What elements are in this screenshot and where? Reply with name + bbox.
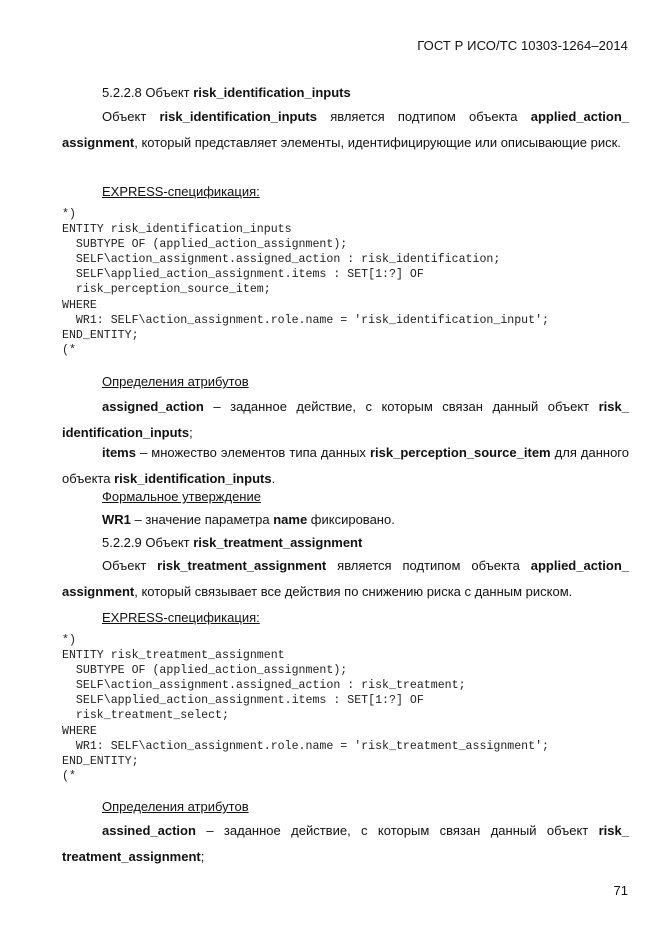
formal-statement-label: Формальное утверждение (102, 489, 261, 504)
attribute-assined-action (62, 818, 629, 870)
supertype-ref: applied_action_ assignment (62, 109, 629, 150)
text: для данного объекта (62, 445, 629, 486)
entity-ref: risk_identification_inputs (159, 109, 317, 124)
express-code-block: *) ENTITY risk_identification_inputs SUBTYPE OF (applied_action_assignment); SELF\action_assignment.assigned_action : risk_identification; SELF\applied_action_assignment.items : SET[1:?] OF risk_perception_source_item; WHERE WR1: SELF\action_assignment.role.name = 'risk_identification_input'; END_ENTITY; (* (62, 208, 550, 357)
text: – заданное действие, с которым связан данный объект (195, 823, 599, 838)
text: Объект (102, 109, 160, 124)
attribute-name: assined_action (102, 823, 196, 838)
entity-ref: risk_ identification_inputs (62, 399, 629, 440)
entity-ref: risk_ treatment_assignment (62, 823, 629, 864)
attribute-items (62, 440, 629, 492)
text: Объект (102, 558, 158, 573)
heading-entity-name: risk_identification_inputs (193, 85, 351, 100)
text: , который связывает все действия по снижению риска с данным риском. (134, 584, 573, 599)
express-code-block: *) ENTITY risk_treatment_assignment SUBTYPE OF (applied_action_assignment); SELF\action_assignment.assigned_action : risk_treatment; SELF\applied_action_assignment.items : SET[1:?] OF risk_treatment_select; WHERE WR1: SELF\action_assignment.role.name = 'risk_treatment_assignment'; END_ENTITY; (* (62, 634, 550, 783)
express-spec-label: EXPRESS-спецификация: (102, 184, 260, 199)
supertype-ref: applied_action_ assignment (62, 558, 629, 599)
text: фиксировано. (307, 512, 395, 527)
text: – значение параметра (130, 512, 274, 527)
text: является подтипом объекта (326, 558, 531, 573)
where-rule-wr1 (102, 511, 395, 529)
attribute-name: items (102, 445, 136, 460)
attribute-definitions-label: Определения атрибутов (102, 374, 249, 389)
heading-prefix: 5.2.2.8 Объект (102, 85, 194, 100)
express-spec-label: EXPRESS-спецификация: (102, 610, 260, 625)
entity-ref: risk_identification_inputs (114, 471, 272, 486)
attribute-assigned-action (62, 394, 629, 446)
parameter-name: name (273, 512, 308, 527)
text: ; (200, 849, 205, 864)
text: – заданное действие, с которым связан данный объект (203, 399, 599, 414)
entity-ref: risk_treatment_assignment (157, 558, 327, 573)
entity-description-paragraph (62, 104, 629, 156)
page-header: ГОСТ Р ИСО/ТС 10303-1264–2014 (417, 38, 628, 53)
text: является подтипом объекта (316, 109, 531, 124)
entity-description-paragraph (62, 553, 629, 605)
section-heading-5-2-2-9 (102, 534, 362, 552)
text: . (271, 471, 276, 486)
section-heading-5-2-2-8 (102, 84, 351, 102)
attribute-name: assigned_action (102, 399, 204, 414)
text: – множество элементов типа данных (135, 445, 370, 460)
heading-prefix: 5.2.2.9 Объект (102, 535, 194, 550)
attribute-definitions-label: Определения атрибутов (102, 799, 249, 814)
text: , который представляет элементы, идентифицирующие или описывающие риск. (134, 135, 621, 150)
page-number: 71 (613, 883, 628, 898)
heading-entity-name: risk_treatment_assignment (193, 535, 363, 550)
rule-name: WR1 (102, 512, 131, 527)
type-ref: risk_perception_source_item (369, 445, 551, 460)
text: ; (189, 425, 193, 440)
